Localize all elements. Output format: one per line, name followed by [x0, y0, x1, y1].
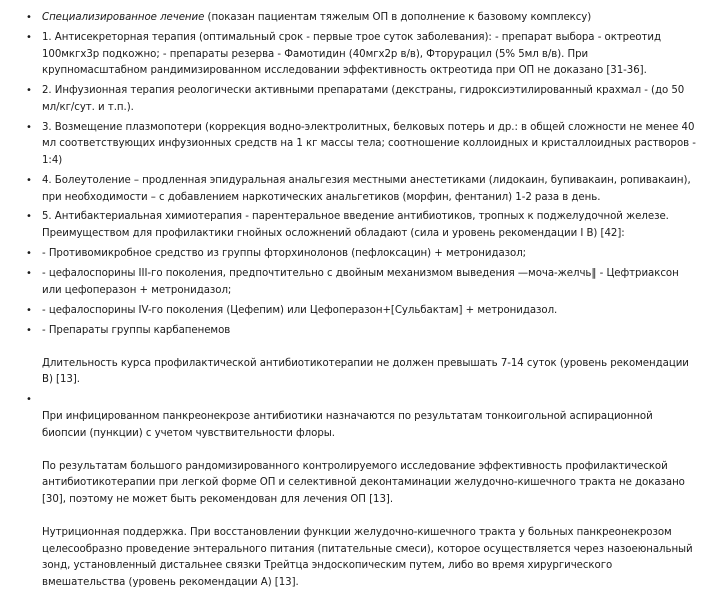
item-text: - цефалоспорины III-го поколения, предпочтительно с двойным механизмом выведения —моча-желчь‖ - Цефтриаксон или цефоперазон + метронидазол; [42, 268, 679, 296]
item-paragraph: По результатам большого рандомизированного контролируемого исследование эффективность профилактической антибиотикотерапии при легкой форме ОП и селективной деконтаминации желудочно-кишечного тракта не доказано [30], поэтому не может быть рекомендован для лечения ОП [13]. [42, 460, 685, 505]
item-text: 2. Инфузионная терапия реологически активными препаратами (декстраны, гидроксиэтилированный крахмал - (до 50 мл/кг/сут. и т.п.). [42, 85, 685, 113]
list-item [26, 209, 696, 242]
bullet-dot: • [26, 394, 32, 406]
item-lead-italic: Специализированное лечение [42, 12, 205, 23]
list-item [26, 10, 696, 27]
bullet-dot: • [26, 85, 32, 97]
item-text: - цефалоспорины IV-го поколения (Цефепим) или Цефоперазон+[Сульбактам] + метронидазол. [42, 304, 558, 316]
bullet-dot: • [26, 268, 32, 280]
bullet-dot: • [26, 12, 32, 23]
item-text: 5. Антибактериальная химиотерапия - парентеральное введение антибиотиков, тропных к поджелудочной железе. Преимуществом для профилактики гнойных осложнений обладают (сила и уровень рекомендации I В) [42]: [42, 211, 669, 240]
spacer [42, 442, 696, 459]
item-text: - Противомикробное средство из группы фторхинолонов (пефлоксацин) + метронидазол; [42, 248, 527, 260]
bullet-dot: • [26, 121, 32, 133]
list-item [26, 266, 696, 299]
item-text: (показан пациентам тяжелым ОП в дополнение к базовому комплексу) [204, 12, 592, 23]
list-item [26, 246, 696, 263]
item-text: - Препараты группы карбапенемов [42, 324, 231, 336]
list-item [26, 173, 696, 206]
list-item [26, 323, 696, 389]
bullet-dot: • [26, 174, 32, 186]
item-text: 4. Болеутоление – продленная эпидуральная анальгезия местными анестетиками (лидокаин, бупивакаин, ропивакаин), при необходимости – с добавлением наркотических анальгетиков (морфин, фентанил) 1-2 раза в день. [42, 174, 691, 203]
bullet-dot: • [26, 211, 32, 223]
bullet-dot: • [26, 324, 32, 336]
bullet-dot: • [26, 31, 32, 43]
bullet-dot: • [26, 248, 32, 260]
list-item [26, 83, 696, 116]
spacer [42, 339, 696, 356]
item-text: 3. Возмещение плазмопотери (коррекция водно-электролитных, белковых потерь и др.: в общей сложности не менее 40 мл соответствующих инфузионных средств на 1 кг массы тела; соотношение коллоидных и кристаллоидных растворов - 1:4) [42, 121, 696, 166]
item-text: 1. Антисекреторная терапия (оптимальный срок - первые трое суток заболевания): - препарат выбора - октреотид 100мкгх3р подкожно; - препараты резерва - Фамотидин (40мгх2р в/в), Фторурацил (5% 5мл в/в). При крупномасштабном рандимизированном исследовании эффективность октреотида при ОП не доказано [31-36]. [42, 31, 661, 77]
list-item [26, 30, 696, 80]
item-paragraph: Длительность курса профилактической антибиотикотерапии не должен превышать 7-14 суток (уровень рекомендации В) [13]. [42, 357, 689, 386]
list-item [26, 392, 696, 591]
list-item [26, 120, 696, 170]
spacer [42, 392, 696, 409]
list-item [26, 303, 696, 320]
bullet-list [26, 10, 696, 592]
item-paragraph: При инфицированном панкреонекрозе антибиотики назначаются по результатам тонкоигольной аспирационной биопсии (пункции) с учетом чувствительности флоры. [42, 410, 653, 439]
spacer [42, 509, 696, 526]
bullet-dot: • [26, 304, 32, 316]
item-paragraph: Нутриционная поддержка. При восстановлении функции желудочно-кишечного тракта у больных панкреонекрозом целесообразно проведение энтерального питания (питательные смеси), которое осуществляется через назоеюнальный зонд, установленный дистальнее связки Трейтца эндоскопическим путем, либо во время хирургического вмешательства (уровень рекомендации А) [13]. [42, 527, 693, 588]
